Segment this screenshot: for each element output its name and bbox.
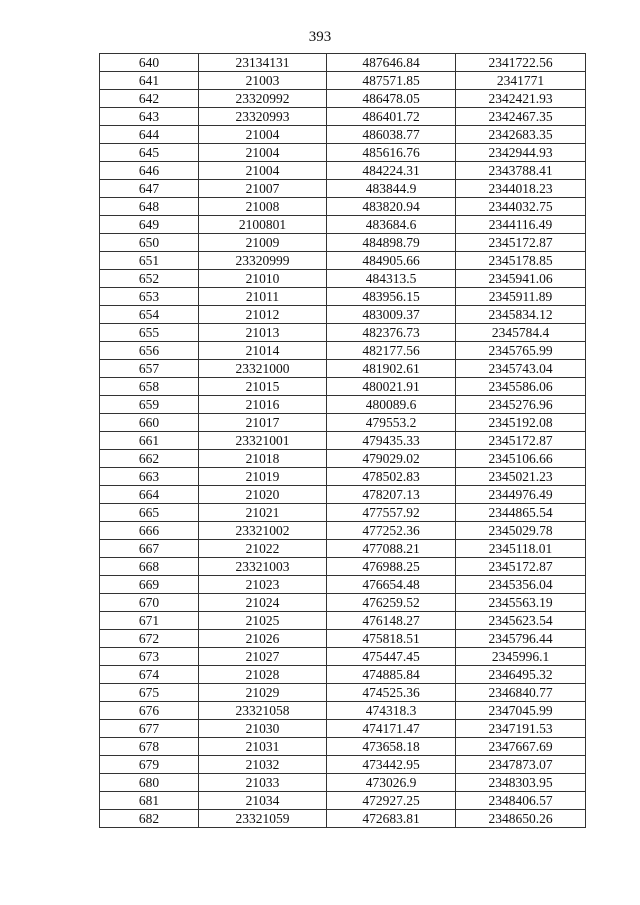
y-coordinate-cell: 2342421.93 [456, 90, 586, 108]
x-coordinate-cell: 485616.76 [327, 144, 456, 162]
point-id-cell: 21011 [199, 288, 327, 306]
row-index-cell: 645 [100, 144, 199, 162]
row-index-cell: 665 [100, 504, 199, 522]
y-coordinate-cell: 2344976.49 [456, 486, 586, 504]
point-id-cell: 23321002 [199, 522, 327, 540]
row-index-cell: 663 [100, 468, 199, 486]
table-row [100, 396, 586, 414]
x-coordinate-cell: 473442.95 [327, 756, 456, 774]
y-coordinate-cell: 2344018.23 [456, 180, 586, 198]
table-row [100, 720, 586, 738]
x-coordinate-cell: 479435.33 [327, 432, 456, 450]
row-index-cell: 670 [100, 594, 199, 612]
row-index-cell: 666 [100, 522, 199, 540]
y-coordinate-cell: 2341771 [456, 72, 586, 90]
point-id-cell: 23321059 [199, 810, 327, 828]
row-index-cell: 677 [100, 720, 199, 738]
table-row [100, 648, 586, 666]
y-coordinate-cell: 2342944.93 [456, 144, 586, 162]
row-index-cell: 648 [100, 198, 199, 216]
x-coordinate-cell: 477088.21 [327, 540, 456, 558]
y-coordinate-cell: 2345563.19 [456, 594, 586, 612]
row-index-cell: 664 [100, 486, 199, 504]
y-coordinate-cell: 2345784.4 [456, 324, 586, 342]
y-coordinate-cell: 2348650.26 [456, 810, 586, 828]
point-id-cell: 23320999 [199, 252, 327, 270]
table-row [100, 234, 586, 252]
x-coordinate-cell: 484898.79 [327, 234, 456, 252]
row-index-cell: 655 [100, 324, 199, 342]
x-coordinate-cell: 484905.66 [327, 252, 456, 270]
table-row [100, 90, 586, 108]
point-id-cell: 23320992 [199, 90, 327, 108]
y-coordinate-cell: 2345765.99 [456, 342, 586, 360]
table-row [100, 306, 586, 324]
y-coordinate-cell: 2345172.87 [456, 432, 586, 450]
table-row [100, 666, 586, 684]
point-id-cell: 23321058 [199, 702, 327, 720]
x-coordinate-cell: 484313.5 [327, 270, 456, 288]
point-id-cell: 21019 [199, 468, 327, 486]
y-coordinate-cell: 2345178.85 [456, 252, 586, 270]
table-row [100, 72, 586, 90]
y-coordinate-cell: 2341722.56 [456, 54, 586, 72]
point-id-cell: 21018 [199, 450, 327, 468]
table-row [100, 342, 586, 360]
table-row [100, 180, 586, 198]
table-row [100, 576, 586, 594]
row-index-cell: 662 [100, 450, 199, 468]
table-row [100, 540, 586, 558]
table-row [100, 288, 586, 306]
table-row [100, 198, 586, 216]
point-id-cell: 21026 [199, 630, 327, 648]
x-coordinate-cell: 484224.31 [327, 162, 456, 180]
point-id-cell: 21023 [199, 576, 327, 594]
y-coordinate-cell: 2347873.07 [456, 756, 586, 774]
table-row [100, 702, 586, 720]
table-row [100, 612, 586, 630]
table-row [100, 522, 586, 540]
row-index-cell: 679 [100, 756, 199, 774]
x-coordinate-cell: 480021.91 [327, 378, 456, 396]
y-coordinate-cell: 2345834.12 [456, 306, 586, 324]
point-id-cell: 21020 [199, 486, 327, 504]
y-coordinate-cell: 2345029.78 [456, 522, 586, 540]
y-coordinate-cell: 2348406.57 [456, 792, 586, 810]
x-coordinate-cell: 478207.13 [327, 486, 456, 504]
row-index-cell: 672 [100, 630, 199, 648]
x-coordinate-cell: 475447.45 [327, 648, 456, 666]
row-index-cell: 680 [100, 774, 199, 792]
row-index-cell: 658 [100, 378, 199, 396]
point-id-cell: 21030 [199, 720, 327, 738]
point-id-cell: 21017 [199, 414, 327, 432]
y-coordinate-cell: 2346840.77 [456, 684, 586, 702]
row-index-cell: 651 [100, 252, 199, 270]
y-coordinate-cell: 2345356.04 [456, 576, 586, 594]
y-coordinate-cell: 2344865.54 [456, 504, 586, 522]
row-index-cell: 668 [100, 558, 199, 576]
table-row [100, 630, 586, 648]
y-coordinate-cell: 2343788.41 [456, 162, 586, 180]
row-index-cell: 647 [100, 180, 199, 198]
table-row [100, 810, 586, 828]
row-index-cell: 673 [100, 648, 199, 666]
x-coordinate-cell: 477252.36 [327, 522, 456, 540]
y-coordinate-cell: 2345118.01 [456, 540, 586, 558]
point-id-cell: 21016 [199, 396, 327, 414]
x-coordinate-cell: 483956.15 [327, 288, 456, 306]
point-id-cell: 21013 [199, 324, 327, 342]
x-coordinate-cell: 487646.84 [327, 54, 456, 72]
table-row [100, 108, 586, 126]
y-coordinate-cell: 2345623.54 [456, 612, 586, 630]
table-row [100, 774, 586, 792]
point-id-cell: 21007 [199, 180, 327, 198]
table-row [100, 144, 586, 162]
x-coordinate-cell: 472683.81 [327, 810, 456, 828]
x-coordinate-cell: 483820.94 [327, 198, 456, 216]
table-body [100, 54, 586, 828]
row-index-cell: 640 [100, 54, 199, 72]
row-index-cell: 650 [100, 234, 199, 252]
row-index-cell: 641 [100, 72, 199, 90]
table-row [100, 216, 586, 234]
row-index-cell: 649 [100, 216, 199, 234]
x-coordinate-cell: 473026.9 [327, 774, 456, 792]
point-id-cell: 21032 [199, 756, 327, 774]
point-id-cell: 21004 [199, 126, 327, 144]
row-index-cell: 669 [100, 576, 199, 594]
row-index-cell: 652 [100, 270, 199, 288]
table-row [100, 738, 586, 756]
row-index-cell: 667 [100, 540, 199, 558]
row-index-cell: 681 [100, 792, 199, 810]
x-coordinate-cell: 486038.77 [327, 126, 456, 144]
point-id-cell: 21022 [199, 540, 327, 558]
table-row [100, 468, 586, 486]
x-coordinate-cell: 479553.2 [327, 414, 456, 432]
row-index-cell: 653 [100, 288, 199, 306]
x-coordinate-cell: 473658.18 [327, 738, 456, 756]
table-row [100, 378, 586, 396]
row-index-cell: 659 [100, 396, 199, 414]
table-row [100, 324, 586, 342]
y-coordinate-cell: 2345941.06 [456, 270, 586, 288]
x-coordinate-cell: 482376.73 [327, 324, 456, 342]
x-coordinate-cell: 481902.61 [327, 360, 456, 378]
y-coordinate-cell: 2344032.75 [456, 198, 586, 216]
point-id-cell: 2100801 [199, 216, 327, 234]
point-id-cell: 23321003 [199, 558, 327, 576]
point-id-cell: 21024 [199, 594, 327, 612]
y-coordinate-cell: 2348303.95 [456, 774, 586, 792]
x-coordinate-cell: 474318.3 [327, 702, 456, 720]
table-row [100, 414, 586, 432]
row-index-cell: 678 [100, 738, 199, 756]
x-coordinate-cell: 480089.6 [327, 396, 456, 414]
table-row [100, 486, 586, 504]
y-coordinate-cell: 2345021.23 [456, 468, 586, 486]
table-row [100, 162, 586, 180]
x-coordinate-cell: 483684.6 [327, 216, 456, 234]
table-row [100, 432, 586, 450]
x-coordinate-cell: 474171.47 [327, 720, 456, 738]
point-id-cell: 21003 [199, 72, 327, 90]
y-coordinate-cell: 2347667.69 [456, 738, 586, 756]
row-index-cell: 654 [100, 306, 199, 324]
point-id-cell: 23321000 [199, 360, 327, 378]
x-coordinate-cell: 474885.84 [327, 666, 456, 684]
page-number: 393 [308, 29, 332, 45]
x-coordinate-cell: 476654.48 [327, 576, 456, 594]
point-id-cell: 21009 [199, 234, 327, 252]
row-index-cell: 675 [100, 684, 199, 702]
point-id-cell: 21031 [199, 738, 327, 756]
y-coordinate-cell: 2344116.49 [456, 216, 586, 234]
point-id-cell: 21033 [199, 774, 327, 792]
x-coordinate-cell: 476148.27 [327, 612, 456, 630]
row-index-cell: 661 [100, 432, 199, 450]
point-id-cell: 21025 [199, 612, 327, 630]
x-coordinate-cell: 472927.25 [327, 792, 456, 810]
y-coordinate-cell: 2346495.32 [456, 666, 586, 684]
y-coordinate-cell: 2345106.66 [456, 450, 586, 468]
table-row [100, 450, 586, 468]
coordinates-table [99, 53, 586, 828]
y-coordinate-cell: 2347045.99 [456, 702, 586, 720]
y-coordinate-cell: 2342467.35 [456, 108, 586, 126]
x-coordinate-cell: 483844.9 [327, 180, 456, 198]
x-coordinate-cell: 483009.37 [327, 306, 456, 324]
y-coordinate-cell: 2342683.35 [456, 126, 586, 144]
y-coordinate-cell: 2345743.04 [456, 360, 586, 378]
point-id-cell: 21004 [199, 144, 327, 162]
x-coordinate-cell: 487571.85 [327, 72, 456, 90]
row-index-cell: 682 [100, 810, 199, 828]
x-coordinate-cell: 478502.83 [327, 468, 456, 486]
x-coordinate-cell: 479029.02 [327, 450, 456, 468]
table-row [100, 594, 586, 612]
table-row [100, 252, 586, 270]
row-index-cell: 656 [100, 342, 199, 360]
y-coordinate-cell: 2345996.1 [456, 648, 586, 666]
x-coordinate-cell: 482177.56 [327, 342, 456, 360]
point-id-cell: 21028 [199, 666, 327, 684]
x-coordinate-cell: 476259.52 [327, 594, 456, 612]
y-coordinate-cell: 2345911.89 [456, 288, 586, 306]
table-row [100, 756, 586, 774]
point-id-cell: 21029 [199, 684, 327, 702]
row-index-cell: 657 [100, 360, 199, 378]
point-id-cell: 21015 [199, 378, 327, 396]
table-row [100, 360, 586, 378]
point-id-cell: 23134131 [199, 54, 327, 72]
point-id-cell: 21034 [199, 792, 327, 810]
y-coordinate-cell: 2345276.96 [456, 396, 586, 414]
y-coordinate-cell: 2345172.87 [456, 234, 586, 252]
x-coordinate-cell: 475818.51 [327, 630, 456, 648]
point-id-cell: 23321001 [199, 432, 327, 450]
y-coordinate-cell: 2345192.08 [456, 414, 586, 432]
point-id-cell: 21010 [199, 270, 327, 288]
x-coordinate-cell: 477557.92 [327, 504, 456, 522]
table-row [100, 558, 586, 576]
y-coordinate-cell: 2345586.06 [456, 378, 586, 396]
row-index-cell: 676 [100, 702, 199, 720]
point-id-cell: 21027 [199, 648, 327, 666]
y-coordinate-cell: 2347191.53 [456, 720, 586, 738]
row-index-cell: 646 [100, 162, 199, 180]
table-row [100, 54, 586, 72]
row-index-cell: 674 [100, 666, 199, 684]
table-row [100, 504, 586, 522]
point-id-cell: 23320993 [199, 108, 327, 126]
point-id-cell: 21004 [199, 162, 327, 180]
table-row [100, 270, 586, 288]
table-row [100, 126, 586, 144]
row-index-cell: 644 [100, 126, 199, 144]
x-coordinate-cell: 486478.05 [327, 90, 456, 108]
x-coordinate-cell: 486401.72 [327, 108, 456, 126]
point-id-cell: 21021 [199, 504, 327, 522]
y-coordinate-cell: 2345796.44 [456, 630, 586, 648]
table-row [100, 684, 586, 702]
point-id-cell: 21008 [199, 198, 327, 216]
x-coordinate-cell: 474525.36 [327, 684, 456, 702]
row-index-cell: 642 [100, 90, 199, 108]
row-index-cell: 660 [100, 414, 199, 432]
y-coordinate-cell: 2345172.87 [456, 558, 586, 576]
x-coordinate-cell: 476988.25 [327, 558, 456, 576]
row-index-cell: 671 [100, 612, 199, 630]
point-id-cell: 21014 [199, 342, 327, 360]
table-row [100, 792, 586, 810]
row-index-cell: 643 [100, 108, 199, 126]
point-id-cell: 21012 [199, 306, 327, 324]
